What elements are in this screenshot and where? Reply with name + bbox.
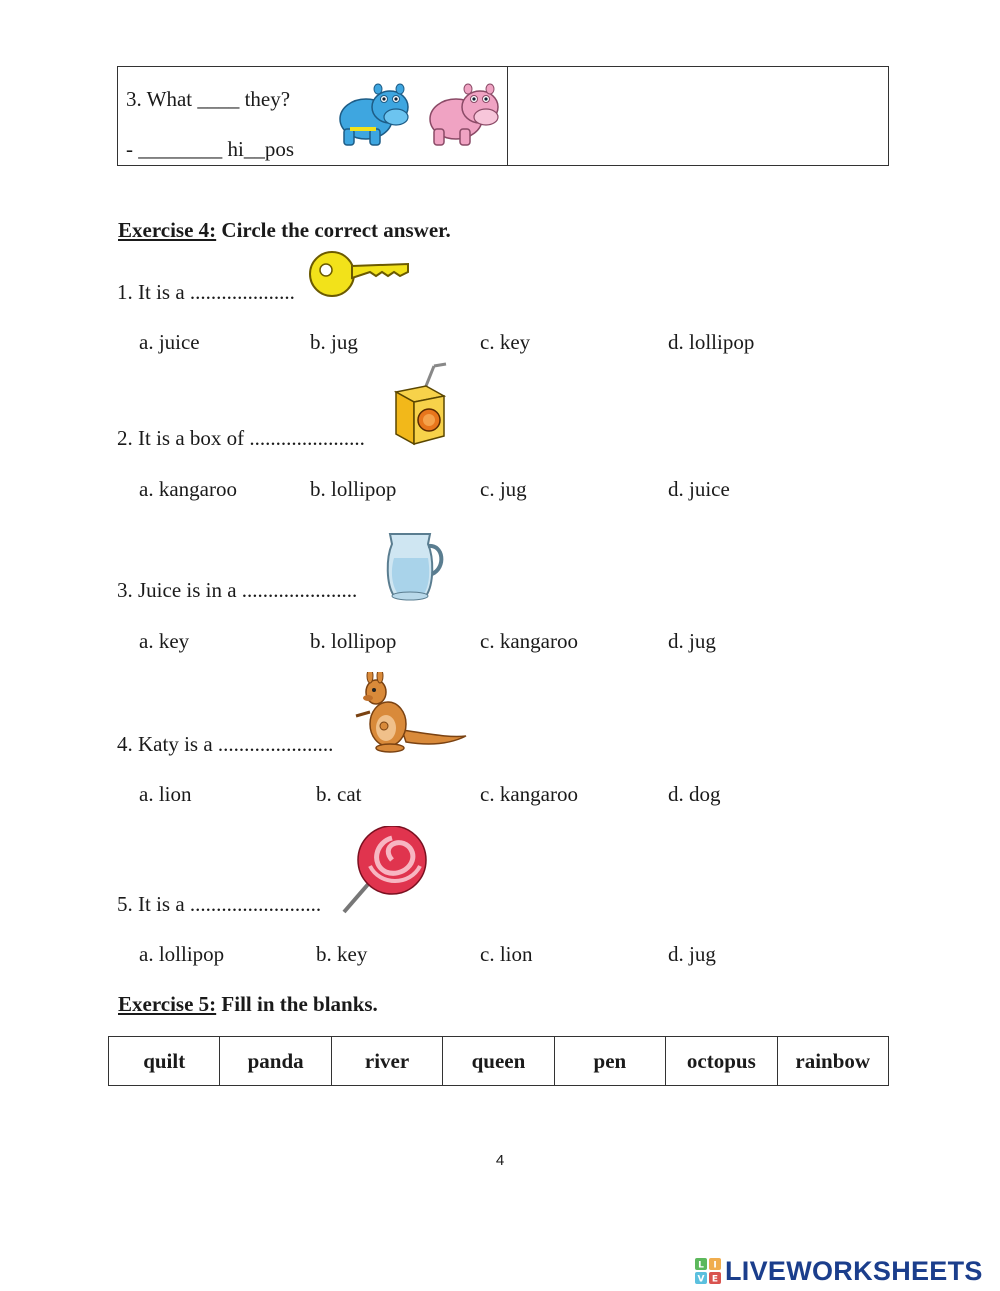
question-cell <box>118 67 508 165</box>
q3-option-d[interactable]: d. jug <box>668 629 716 653</box>
exercise-5-instruction: Fill in the blanks. <box>221 992 378 1016</box>
word-bank-cell: river <box>332 1037 443 1085</box>
q3-option-a[interactable]: a. key <box>139 629 190 653</box>
page-number: 4 <box>495 1152 505 1169</box>
word-bank-cell: octopus <box>666 1037 777 1085</box>
exercise-4-heading <box>118 220 451 241</box>
brand-name: LIVEWORKSHEETS <box>725 1255 983 1286</box>
q1-option-b[interactable]: b. jug <box>310 330 358 354</box>
q2-option-d[interactable]: d. juice <box>668 477 730 501</box>
juice-box-picture <box>390 362 452 446</box>
jug-picture <box>380 528 448 602</box>
word-bank-cell: panda <box>220 1037 331 1085</box>
q4-option-d[interactable]: d. dog <box>668 782 721 806</box>
q4-option-c[interactable]: c. kangaroo <box>480 782 578 806</box>
q4-option-a[interactable]: a. lion <box>139 782 192 806</box>
exercise-5-label: Exercise 5: <box>118 992 217 1016</box>
q5-option-b[interactable]: b. key <box>316 942 368 966</box>
answer-cell[interactable] <box>507 67 888 165</box>
lollipop-picture <box>340 826 432 916</box>
badge-letter: V <box>697 1274 705 1284</box>
question-text: 3. What ____ they? <box>126 87 291 111</box>
q5-option-c[interactable]: c. lion <box>480 942 533 966</box>
badge-letter: I <box>713 1260 717 1271</box>
question-5-text: 5. It is a ......................... <box>117 892 322 916</box>
q2-option-c[interactable]: c. jug <box>480 477 527 501</box>
q3-option-c[interactable]: c. kangaroo <box>480 629 578 653</box>
word-bank-cell: queen <box>443 1037 554 1085</box>
q5-option-d[interactable]: d. jug <box>668 942 716 966</box>
q4-option-b[interactable]: b. cat <box>316 782 362 806</box>
question-2-text: 2. It is a box of ...................... <box>117 426 365 450</box>
question-3-text: 3. Juice is in a ...................... <box>117 578 358 602</box>
word-bank-cell: rainbow <box>795 1048 871 1073</box>
word-bank-cell: quilt <box>109 1037 220 1085</box>
liveworksheets-logo <box>695 1256 983 1286</box>
answer-text: - ________ hi__pos <box>126 137 294 161</box>
kangaroo-picture <box>350 672 468 754</box>
q1-option-a[interactable]: a. juice <box>139 330 200 354</box>
q3-option-b[interactable]: b. lollipop <box>310 629 397 653</box>
question-1-text: 1. It is a .................... <box>117 280 295 304</box>
question-4-text: 4. Katy is a ...................... <box>117 732 334 756</box>
question-table <box>117 66 889 166</box>
badge-letter: E <box>711 1274 719 1284</box>
word-bank-cell: pen <box>555 1037 666 1085</box>
q1-option-c[interactable]: c. key <box>480 330 531 354</box>
key-picture <box>308 248 412 302</box>
word-bank-table <box>108 1036 889 1086</box>
q2-option-a[interactable]: a. kangaroo <box>139 477 237 501</box>
q2-option-b[interactable]: b. lollipop <box>310 477 397 501</box>
q1-option-d[interactable]: d. lollipop <box>668 330 755 354</box>
exercise-4-label: Exercise 4: <box>118 218 217 242</box>
liveworksheets-badge-icon <box>695 1258 721 1284</box>
exercise-4-instruction: Circle the correct answer. <box>221 218 451 242</box>
blue-hippo-picture <box>330 79 412 149</box>
q5-option-a[interactable]: a. lollipop <box>139 942 225 966</box>
badge-letter: L <box>698 1260 704 1271</box>
exercise-5-heading <box>118 994 378 1015</box>
pink-hippo-picture <box>420 79 502 149</box>
